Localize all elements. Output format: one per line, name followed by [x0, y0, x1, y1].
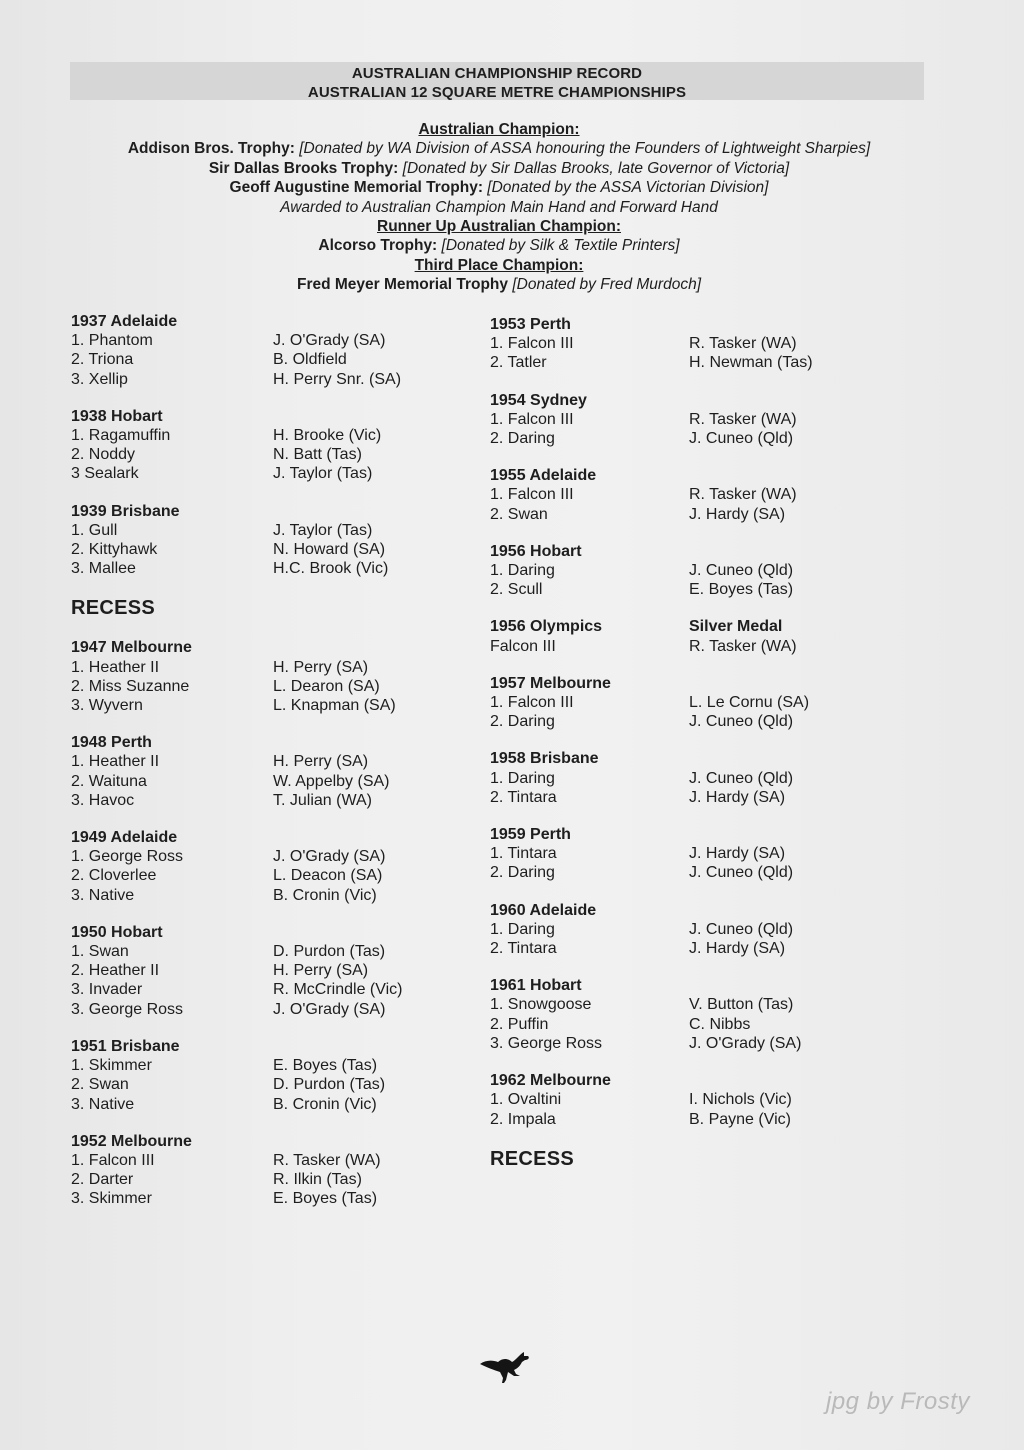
crew-name: H. Newman (Tas): [689, 354, 813, 372]
result-row: [490, 1015, 910, 1034]
event-title: 1960 Adelaide: [490, 901, 597, 919]
trophy-name: Addison Bros. Trophy:: [127, 140, 295, 158]
boat-name: 3. Native: [71, 886, 135, 904]
result-row: [71, 886, 471, 905]
result-row: [71, 1151, 471, 1170]
crew-name: E. Boyes (Tas): [689, 581, 794, 599]
crew-name: R. Ilkin (Tas): [273, 1171, 362, 1189]
crew-name: W. Appelby (SA): [273, 772, 390, 790]
event-title: 1953 Perth: [490, 316, 571, 333]
third-place-heading: Third Place Champion:: [414, 256, 584, 274]
result-row: [71, 445, 471, 464]
crew-name: N. Batt (Tas): [273, 446, 362, 464]
boat-name: 2. Tatler: [490, 354, 547, 372]
event-title: 1952 Melbourne: [71, 1132, 192, 1150]
boat-name: 3. Mallee: [71, 560, 136, 578]
boat-name: 2. Daring: [490, 713, 555, 731]
boat-name: 2. Noddy: [71, 446, 136, 464]
boat-name: 1. Phantom: [71, 332, 153, 350]
trophy-note: [Donated by Sir Dallas Brooks, late Governor of Victoria]: [402, 159, 790, 177]
event-1953: [490, 315, 910, 373]
boat-name: 1. Falcon III: [490, 486, 574, 504]
event-title: 1951 Brisbane: [71, 1037, 180, 1055]
result-row: [71, 847, 471, 866]
trophy-note: [Donated by the ASSA Victorian Division]: [487, 179, 769, 197]
result-row: [490, 353, 910, 372]
boat-name: 1. Falcon III: [490, 694, 574, 712]
trophy-note: [Donated by Fred Murdoch]: [512, 276, 702, 294]
champion-heading: Australian Champion:: [418, 121, 580, 138]
crew-name: H.C. Brook (Vic): [273, 560, 389, 578]
boat-name: 1. Falcon III: [490, 335, 574, 353]
result-row: [71, 331, 471, 350]
event-title: 1948 Perth: [71, 734, 152, 752]
result-row: [490, 580, 910, 599]
result-row: [490, 788, 910, 807]
trophy-alcorso: [40, 236, 958, 255]
result-row: [71, 350, 471, 369]
result-row: [490, 863, 910, 882]
event-1961: [490, 976, 910, 1053]
crew-name: B. Payne (Vic): [689, 1110, 791, 1128]
boat-name: 3. Native: [71, 1095, 135, 1113]
boat-name: Falcon III: [490, 637, 556, 655]
title-line-2: AUSTRALIAN 12 SQUARE METRE CHAMPIONSHIPS: [307, 84, 687, 101]
crew-name: J. Hardy (SA): [689, 505, 786, 523]
event-1959: [490, 825, 910, 883]
trophy-name: Alcorso Trophy:: [318, 237, 438, 255]
crew-name: V. Button (Tas): [689, 996, 794, 1014]
event-1937: [71, 312, 471, 389]
crew-name: R. Tasker (WA): [689, 486, 797, 504]
boat-name: 2. Miss Suzanne: [71, 677, 190, 695]
crew-name: T. Julian (WA): [273, 791, 372, 809]
crew-name: H. Perry (SA): [273, 962, 369, 980]
result-row: [71, 658, 471, 677]
crew-name: J. Taylor (Tas): [273, 465, 373, 483]
result-row: [71, 1189, 471, 1208]
boat-name: 3. Xellip: [71, 370, 128, 388]
results-left-column: [71, 312, 471, 1227]
boat-name: 2. Puffin: [490, 1015, 549, 1033]
title-line-1: AUSTRALIAN CHAMPIONSHIP RECORD: [351, 65, 643, 82]
boat-name: 1. Tintara: [490, 845, 557, 863]
crew-name: R. Tasker (WA): [689, 335, 797, 353]
result-row: [490, 637, 910, 656]
crew-name: C. Nibbs: [689, 1015, 751, 1033]
result-row: [490, 712, 910, 731]
trophy-note: Awarded to Australian Champion Main Hand and Forward Hand: [280, 198, 718, 216]
crew-name: L. Knapman (SA): [273, 697, 396, 715]
boat-name: 2. Scull: [490, 581, 543, 599]
boat-name: 2. Kittyhawk: [71, 541, 158, 559]
result-row: [71, 961, 471, 980]
result-row: [490, 505, 910, 524]
boat-name: 2. Daring: [490, 864, 555, 882]
boat-name: 1. Swan: [71, 943, 129, 961]
crew-name: J. Hardy (SA): [689, 845, 786, 863]
kangaroo-icon: [478, 1350, 532, 1384]
boat-name: 1. Ragamuffin: [71, 427, 171, 445]
event-1958: [490, 749, 910, 807]
boat-name: 1. Gull: [71, 521, 118, 539]
result-row: [490, 995, 910, 1014]
event-title: 1938 Hobart: [71, 407, 163, 425]
olympics-title-row: [490, 617, 910, 636]
event-1955: [490, 466, 910, 524]
event-title: 1958 Brisbane: [490, 750, 599, 768]
crew-name: L. Le Cornu (SA): [689, 694, 810, 712]
crew-name: J. O'Grady (SA): [273, 332, 386, 350]
boat-name: 3. George Ross: [490, 1034, 603, 1052]
result-row: [71, 426, 471, 445]
event-title: 1962 Melbourne: [490, 1072, 611, 1090]
boat-name: 2. Heather II: [71, 962, 160, 980]
result-row: [71, 1075, 471, 1094]
boat-name: 1. George Ross: [71, 848, 184, 866]
boat-name: 2. Darter: [71, 1171, 134, 1189]
event-1962: [490, 1071, 910, 1129]
boat-name: 1. Falcon III: [71, 1151, 155, 1169]
crew-name: H. Perry (SA): [273, 753, 369, 771]
event-title: 1939 Brisbane: [71, 502, 180, 520]
result-row: [490, 334, 910, 353]
result-row: [71, 696, 471, 715]
result-row: [71, 370, 471, 389]
result-row: [490, 1034, 910, 1053]
boat-name: 3. Skimmer: [71, 1190, 152, 1208]
boat-name: 2. Swan: [490, 505, 548, 523]
boat-name: 2. Tintara: [490, 788, 557, 806]
result-row: [71, 559, 471, 578]
crew-name: D. Purdon (Tas): [273, 1076, 386, 1094]
event-1947: [71, 638, 471, 715]
result-row: [490, 1090, 910, 1109]
event-1957: [490, 674, 910, 732]
runner-up-heading: Runner Up Australian Champion:: [377, 218, 621, 236]
event-1950: [71, 923, 471, 1019]
result-row: [490, 485, 910, 504]
boat-name: 1. Heather II: [71, 658, 160, 676]
boat-name: 1. Heather II: [71, 753, 160, 771]
boat-name: 3. Havoc: [71, 791, 135, 809]
result-row: [490, 1110, 910, 1129]
crew-name: B. Cronin (Vic): [273, 886, 377, 904]
event-1951: [71, 1037, 471, 1114]
result-row: [71, 942, 471, 961]
crew-name: J. Cuneo (Qld): [689, 920, 794, 938]
crew-name: N. Howard (SA): [273, 541, 386, 559]
result-row: [71, 1170, 471, 1189]
boat-name: 2. Swan: [71, 1076, 129, 1094]
boat-name: 1. Falcon III: [490, 410, 574, 428]
boat-name: 3. George Ross: [71, 1000, 184, 1018]
trophy-fred-meyer: [40, 275, 958, 294]
boat-name: 2. Triona: [71, 351, 134, 369]
medal-label: Silver Medal: [689, 618, 783, 636]
crew-name: E. Boyes (Tas): [273, 1057, 378, 1075]
result-row: [490, 693, 910, 712]
event-1952: [71, 1132, 471, 1209]
result-row: [490, 939, 910, 958]
result-row: [71, 1056, 471, 1075]
crew-name: H. Brooke (Vic): [273, 427, 382, 445]
boat-name: 3. Wyvern: [71, 697, 143, 715]
result-row: [71, 521, 471, 540]
event-1956: [490, 542, 910, 600]
trophy-list: [40, 120, 958, 295]
result-row: [71, 866, 471, 885]
result-row: [71, 791, 471, 810]
result-row: [490, 920, 910, 939]
crew-name: B. Cronin (Vic): [273, 1095, 377, 1113]
result-row: [490, 561, 910, 580]
result-row: [71, 772, 471, 791]
crew-name: J. Hardy (SA): [689, 940, 786, 958]
title-banner: [70, 62, 924, 100]
result-row: [71, 677, 471, 696]
trophy-name: Fred Meyer Memorial Trophy: [296, 276, 509, 294]
crew-name: J. Taylor (Tas): [273, 521, 373, 539]
trophy-note: [Donated by Silk & Textile Printers]: [441, 237, 680, 255]
event-title: 1959 Perth: [490, 826, 571, 844]
event-1949: [71, 828, 471, 905]
crew-name: J. O'Grady (SA): [689, 1034, 802, 1052]
event-title: 1947 Melbourne: [71, 639, 192, 657]
crew-name: H. Perry (SA): [273, 658, 369, 676]
result-row: [490, 429, 910, 448]
result-row: [71, 464, 471, 483]
photo-credit: jpg by Frosty: [826, 1388, 970, 1415]
event-title: 1956 Olympics: [490, 618, 603, 636]
result-row: [490, 410, 910, 429]
crew-name: I. Nichols (Vic): [689, 1091, 792, 1109]
crew-name: R. Tasker (WA): [273, 1151, 381, 1169]
trophy-dallas-brooks: [40, 159, 958, 178]
boat-name: 1. Daring: [490, 769, 555, 787]
crew-name: H. Perry Snr. (SA): [273, 370, 402, 388]
results-right-column: [490, 315, 910, 1189]
result-row: [490, 844, 910, 863]
crew-name: J. O'Grady (SA): [273, 1000, 386, 1018]
crew-name: J. Cuneo (Qld): [689, 562, 794, 580]
event-1938: [71, 407, 471, 484]
boat-name: 3. Invader: [71, 981, 143, 999]
crew-name: J. Hardy (SA): [689, 788, 786, 806]
event-title: 1937 Adelaide: [71, 313, 178, 330]
crew-name: R. Tasker (WA): [689, 637, 797, 655]
event-1954: [490, 391, 910, 449]
trophy-note: [Donated by WA Division of ASSA honouring the Founders of Lightweight Sharpies]: [299, 140, 871, 158]
recess-heading: RECESS: [71, 597, 156, 620]
event-1956-olympics: [490, 617, 910, 655]
result-row: [71, 980, 471, 999]
crew-name: L. Deacon (SA): [273, 867, 383, 885]
event-title: 1961 Hobart: [490, 977, 582, 995]
trophy-name: Geoff Augustine Memorial Trophy:: [229, 179, 483, 197]
crew-name: J. O'Grady (SA): [273, 848, 386, 866]
event-title: 1956 Hobart: [490, 542, 582, 560]
trophy-awarded-note: [40, 198, 958, 217]
recess-heading: RECESS: [490, 1147, 575, 1170]
boat-name: 1. Ovaltini: [490, 1091, 562, 1109]
boat-name: 2. Daring: [490, 430, 555, 448]
result-row: [490, 769, 910, 788]
boat-name: 2. Tintara: [490, 940, 557, 958]
event-title: 1949 Adelaide: [71, 829, 178, 847]
boat-name: 2. Impala: [490, 1110, 556, 1128]
crew-name: R. McCrindle (Vic): [273, 981, 403, 999]
result-row: [71, 752, 471, 771]
event-title: 1955 Adelaide: [490, 467, 597, 485]
crew-name: E. Boyes (Tas): [273, 1190, 378, 1208]
crew-name: R. Tasker (WA): [689, 410, 797, 428]
trophy-geoff-augustine: [40, 178, 958, 197]
result-row: [71, 1000, 471, 1019]
crew-name: B. Oldfield: [273, 351, 347, 369]
boat-name: 1. Daring: [490, 562, 555, 580]
result-row: [71, 1095, 471, 1114]
event-1939: [71, 502, 471, 579]
crew-name: L. Dearon (SA): [273, 677, 380, 695]
trophy-addison: [40, 139, 958, 158]
boat-name: 3 Sealark: [71, 465, 139, 483]
crew-name: J. Cuneo (Qld): [689, 430, 794, 448]
result-row: [71, 540, 471, 559]
event-1960: [490, 901, 910, 959]
boat-name: 1. Skimmer: [71, 1057, 152, 1075]
boat-name: 1. Daring: [490, 920, 555, 938]
crew-name: J. Cuneo (Qld): [689, 864, 794, 882]
crew-name: D. Purdon (Tas): [273, 943, 386, 961]
boat-name: 2. Waituna: [71, 772, 147, 790]
boat-name: 2. Cloverlee: [71, 867, 157, 885]
event-title: 1957 Melbourne: [490, 674, 611, 692]
event-1948: [71, 733, 471, 810]
boat-name: 1. Snowgoose: [490, 996, 592, 1014]
crew-name: J. Cuneo (Qld): [689, 769, 794, 787]
trophy-name: Sir Dallas Brooks Trophy:: [208, 159, 399, 177]
event-title: 1954 Sydney: [490, 391, 587, 409]
event-title: 1950 Hobart: [71, 923, 163, 941]
crew-name: J. Cuneo (Qld): [689, 713, 794, 731]
